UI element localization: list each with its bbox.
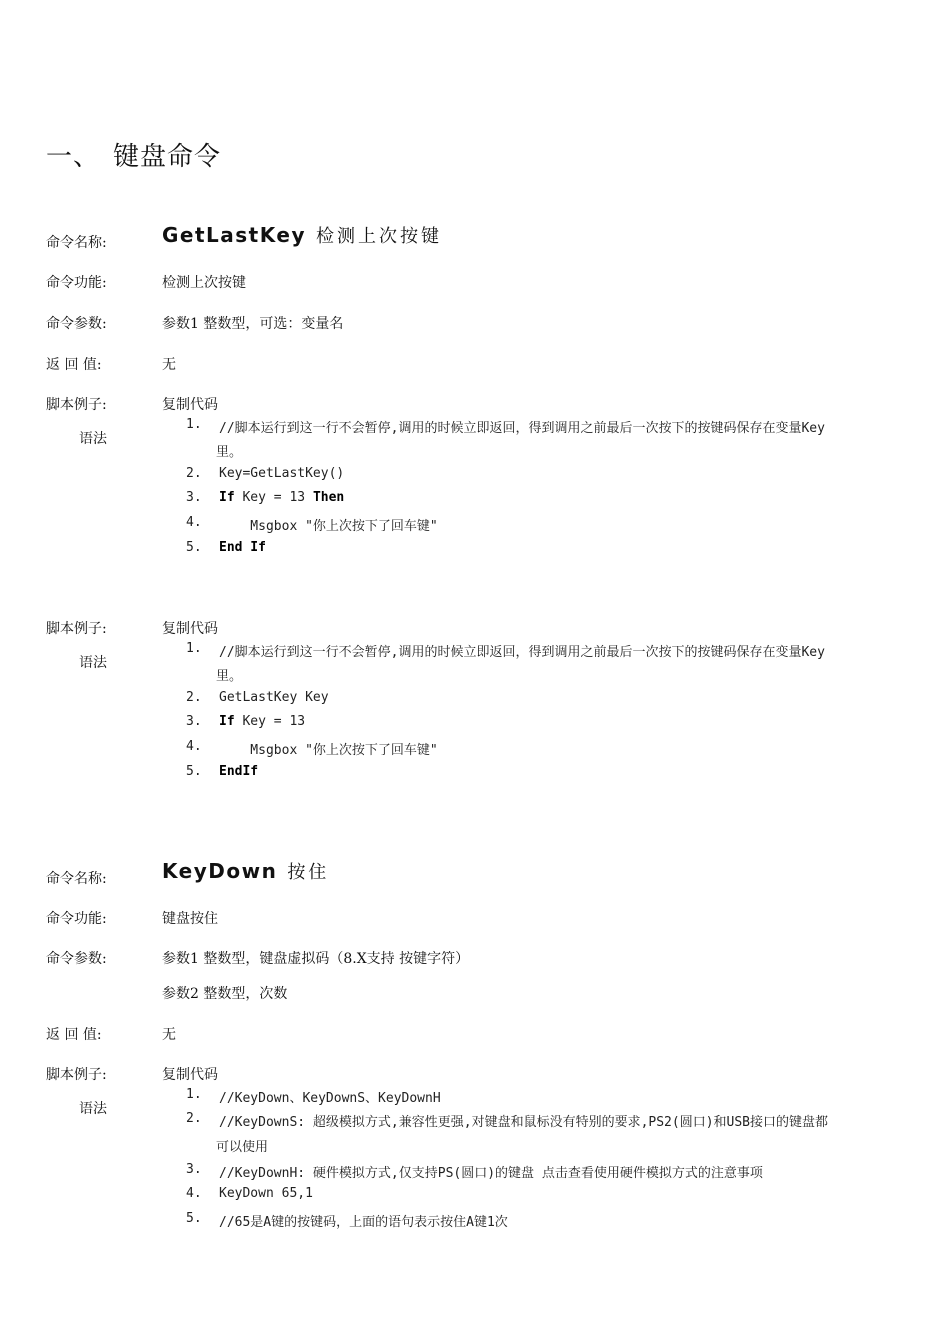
line-number: 5. [186, 540, 202, 555]
line-number: 1. [186, 417, 202, 432]
code-text: KeyDown 65,1 [219, 1186, 313, 1201]
cmd-param-1: 参数1 整数型，键盘虚拟码（8.X支持 按键字符） [162, 951, 470, 967]
cmd-name-en: KeyDown [162, 859, 278, 883]
code-text: Msgbox "你上次按下了回车键" [219, 519, 438, 534]
cmd-name-label: 命令名称: [46, 871, 107, 887]
code-text: //KeyDownH: 硬件模拟方式,仅支持PS(圆口)的键盘 点击查看使用硬件模拟方式的注意事项 [219, 1166, 763, 1181]
line-number: 4. [186, 739, 202, 754]
cmd-param-label: 命令参数: [46, 316, 107, 332]
line-number: 1. [186, 1087, 202, 1102]
cmd-return-label: 返 回 值: [46, 357, 102, 373]
keyword: EndIf [219, 764, 259, 779]
keyword: Then [312, 490, 345, 505]
line-number: 3. [186, 1162, 202, 1177]
line-number: 3. [186, 714, 202, 729]
line-number: 5. [186, 764, 202, 779]
cmd-return-label: 返 回 值: [46, 1027, 102, 1043]
code-text [219, 714, 305, 729]
cmd-name-cn: 按住 [287, 862, 330, 883]
syntax-label: 语法 [79, 655, 107, 671]
line-number: 2. [186, 466, 202, 481]
line-number: 2. [186, 1111, 202, 1126]
code-text: 可以使用 [216, 1140, 269, 1155]
cmd-func-label: 命令功能: [46, 275, 107, 291]
code-text: //KeyDown、KeyDownS、KeyDownH [219, 1091, 441, 1106]
line-number: 5. [186, 1211, 202, 1226]
line-number: 3. [186, 490, 202, 505]
copy-code-link[interactable]: 复制代码 [162, 397, 218, 413]
cmd-name-cn: 检测上次按键 [316, 226, 442, 247]
line-number: 1. [186, 641, 202, 656]
section-title: 键盘命令 [113, 142, 222, 172]
keyword: If [219, 490, 235, 505]
cmd-func: 检测上次按键 [162, 275, 246, 291]
code-text: //65是A键的按键码，上面的语句表示按住A键1次 [219, 1215, 508, 1230]
code-text [219, 490, 344, 505]
cmd-func: 键盘按住 [162, 911, 218, 927]
cmd-func-label: 命令功能: [46, 911, 107, 927]
keyword: If [219, 714, 235, 729]
code-fragment: Key = 13 [234, 490, 313, 505]
section-number: 一、 [46, 142, 101, 172]
copy-code-link[interactable]: 复制代码 [162, 621, 218, 637]
syntax-label: 语法 [79, 431, 107, 447]
code-text: 里。 [216, 445, 243, 460]
syntax-label: 语法 [79, 1101, 107, 1117]
example-label: 脚本例子: [46, 397, 107, 413]
code-fragment: Key = 13 [234, 714, 306, 729]
code-text: 里。 [216, 669, 243, 684]
cmd-param-2: 参数2 整数型，次数 [162, 986, 288, 1002]
example-label: 脚本例子: [46, 1067, 107, 1083]
code-text: //KeyDownS: 超级模拟方式,兼容性更强,对键盘和鼠标没有特别的要求,PS2(圆口)和USB接口的键盘都 [219, 1115, 829, 1130]
keyword: End If [219, 540, 266, 555]
cmd-name [162, 222, 442, 248]
cmd-name-en: GetLastKey [162, 223, 306, 247]
code-text: GetLastKey Key [219, 690, 329, 705]
cmd-param-label: 命令参数: [46, 951, 107, 967]
code-text: //脚本运行到这一行不会暂停,调用的时候立即返回，得到调用之前最后一次按下的按键码保存在变量Key [219, 421, 825, 436]
cmd-name-label: 命令名称: [46, 235, 107, 251]
line-number: 2. [186, 690, 202, 705]
code-text: //脚本运行到这一行不会暂停,调用的时候立即返回，得到调用之前最后一次按下的按键码保存在变量Key [219, 645, 825, 660]
cmd-return: 无 [162, 357, 176, 373]
cmd-param: 参数1 整数型，可选：变量名 [162, 316, 344, 332]
example-label: 脚本例子: [46, 621, 107, 637]
cmd-return: 无 [162, 1027, 176, 1043]
code-text: Key=GetLastKey() [219, 466, 345, 481]
line-number: 4. [186, 1186, 202, 1201]
copy-code-link[interactable]: 复制代码 [162, 1067, 218, 1083]
cmd-name [162, 858, 329, 884]
code-text: Msgbox "你上次按下了回车键" [219, 743, 438, 758]
line-number: 4. [186, 515, 202, 530]
